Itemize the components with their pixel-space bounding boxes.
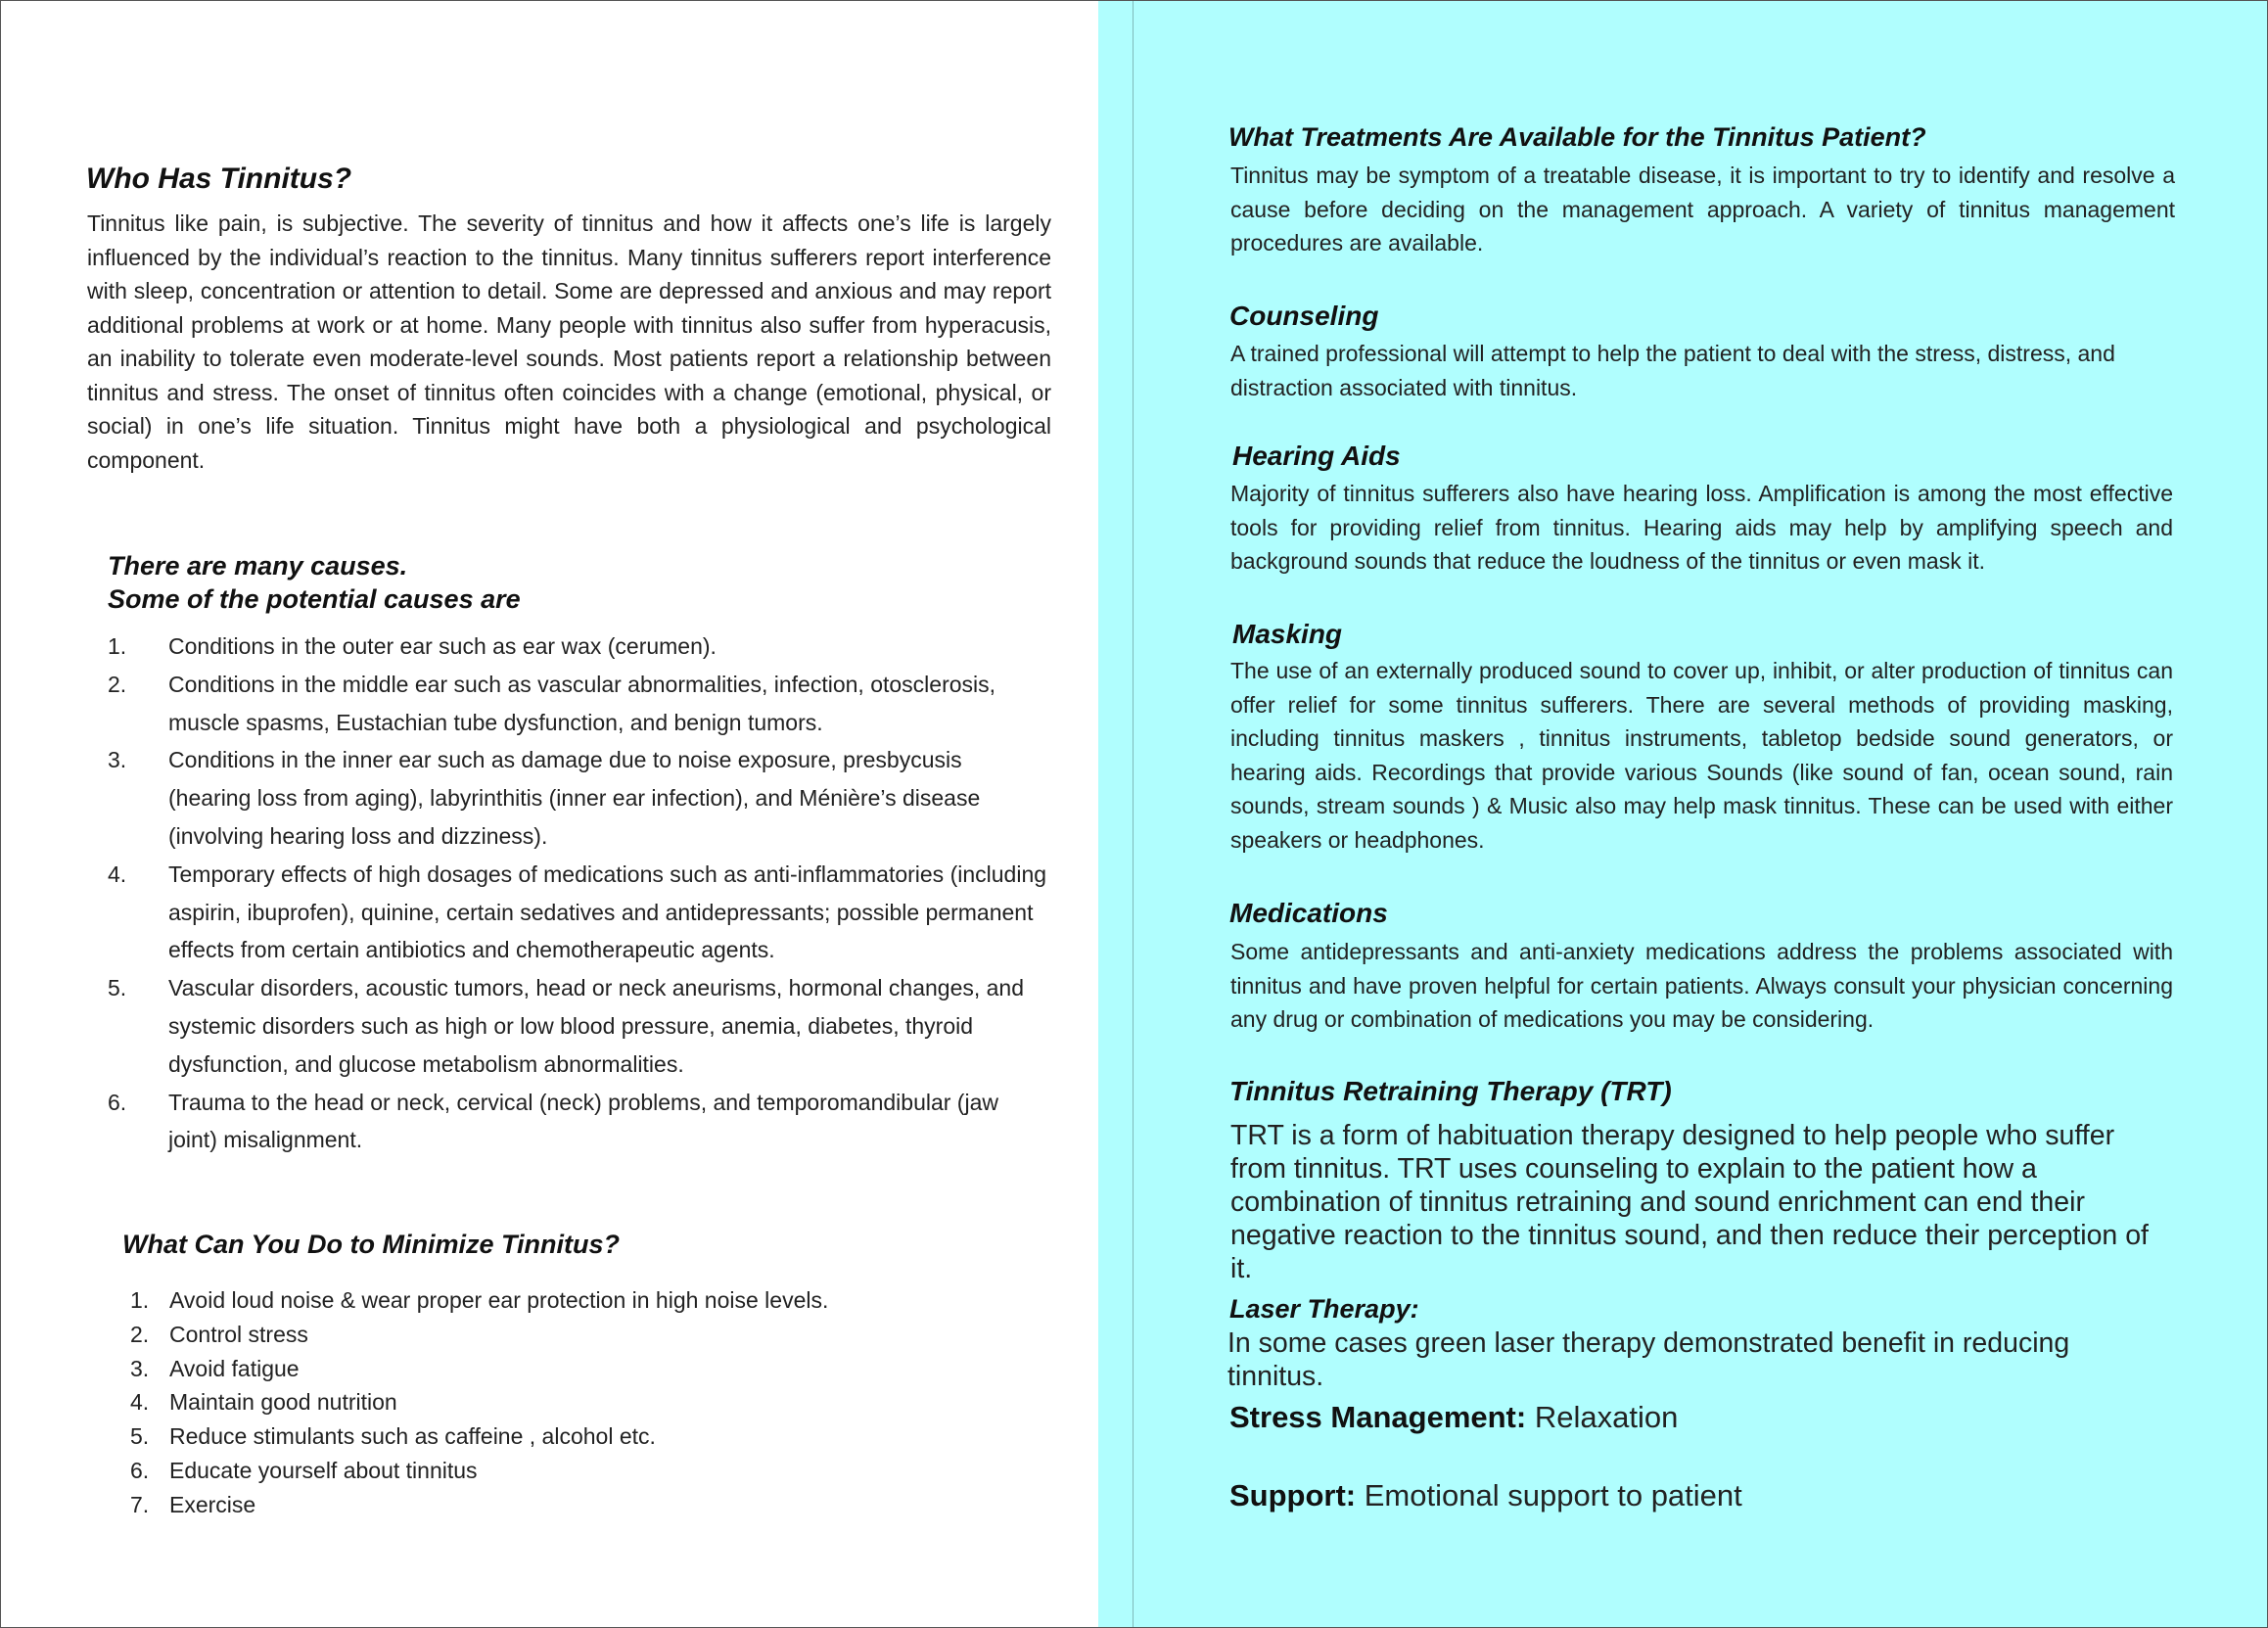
list-number: 2. xyxy=(108,671,127,697)
list-item-text: Vascular disorders, acoustic tumors, head or neck aneurisms, hormonal changes, and systemic disorders such as high or low blood pressure, anemia, diabetes, thyroid dysfunction, and glucose metabolism abnormalities. xyxy=(168,975,1025,1077)
list-item xyxy=(108,666,1047,742)
trt-heading: Tinnitus Retraining Therapy (TRT) xyxy=(1229,1076,1672,1106)
list-item-text: Trauma to the head or neck, cervical (neck) problems, and temporomandibular (jaw joint) misalignment. xyxy=(168,1089,998,1153)
list-item-text: Control stress xyxy=(169,1321,308,1347)
list-number: 1. xyxy=(130,1287,150,1313)
tips-list xyxy=(130,1283,1011,1522)
list-number: 1. xyxy=(108,633,127,659)
list-number: 5. xyxy=(130,1423,150,1450)
list-item-text: Avoid fatigue xyxy=(169,1355,300,1381)
list-number: 2. xyxy=(130,1321,150,1347)
left-panel xyxy=(0,0,1098,1628)
hearing-aids-heading: Hearing Aids xyxy=(1232,441,1401,471)
masking-heading: Masking xyxy=(1232,619,1343,649)
list-item xyxy=(108,856,1047,969)
support-line xyxy=(1229,1478,1742,1513)
list-number: 3. xyxy=(108,747,127,773)
counseling-paragraph: A trained professional will attempt to help the patient to deal with the stress, distress, and distraction associated with tinnitus. xyxy=(1230,341,2115,400)
list-number: 5. xyxy=(108,975,127,1001)
stress-management-label: Stress Management: xyxy=(1229,1400,1527,1434)
list-item xyxy=(130,1385,1011,1419)
list-number: 4. xyxy=(108,861,127,887)
list-number: 4. xyxy=(130,1389,150,1416)
list-item xyxy=(108,1084,1047,1160)
masking-paragraph: The use of an externally produced sound to cover up, inhibit, or alter production of tinnitus can offer relief for some tinnitus sufferers. There are several methods of providing masking, including tinnitus maskers , tinnitus instruments, tabletop bedside sound generators, or hearing aids. Recordings that provide various Sounds (like sound of fan, ocean sound, rain sounds, stream sounds ) & Music also may help mask tinnitus. These can be used with either speakers or headphones. xyxy=(1230,658,2173,853)
support-label: Support: xyxy=(1229,1478,1357,1512)
who-has-tinnitus-heading: Who Has Tinnitus? xyxy=(86,163,352,195)
list-item-text: Reduce stimulants such as caffeine , alcohol etc. xyxy=(169,1423,656,1450)
list-item-text: Conditions in the outer ear such as ear wax (cerumen). xyxy=(168,633,717,659)
causes-heading-line-2: Some of the potential causes are xyxy=(108,584,521,614)
list-item-text: Temporary effects of high dosages of medications such as anti-inflammatories (including aspirin, ibuprofen), quinine, certain sedatives and antidepressants; possible permanent effects from certain antibiotics and chemotherapeutic agents. xyxy=(168,861,1047,963)
list-number: 6. xyxy=(130,1457,150,1483)
stress-management-line xyxy=(1229,1400,1678,1435)
treatments-heading: What Treatments Are Available for the Tinnitus Patient? xyxy=(1228,122,1926,152)
list-item-text: Conditions in the middle ear such as vascular abnormalities, infection, otosclerosis, muscle spasms, Eustachian tube dysfunction, and benign tumors. xyxy=(168,671,996,735)
list-number: 7. xyxy=(130,1491,150,1517)
list-item xyxy=(130,1352,1011,1386)
list-number: 6. xyxy=(108,1089,127,1115)
list-item-text: Educate yourself about tinnitus xyxy=(169,1457,478,1483)
laser-therapy-heading: Laser Therapy: xyxy=(1229,1294,1419,1324)
list-item xyxy=(130,1488,1011,1522)
list-item-text: Conditions in the inner ear such as damage due to noise exposure, presbycusis (hearing loss from aging), labyrinthitis (inner ear infection), and Ménière’s disease (involving hearing loss and dizziness). xyxy=(168,747,981,849)
list-number: 3. xyxy=(130,1355,150,1381)
list-item xyxy=(108,741,1047,855)
who-has-tinnitus-paragraph: Tinnitus like pain, is subjective. The severity of tinnitus and how it affects one’s life is largely influenced by the individual’s reaction to the tinnitus. Many tinnitus sufferers report interference with sleep, concentration or attention to detail. Some are depressed and anxious and may report additional problems at work or at home. Many people with tinnitus also suffer from hyperacusis, an inability to tolerate even moderate-level sounds. Most patients report a relationship between tinnitus and stress. The onset of tinnitus often coincides with a change (emotional, physical, or social) in one’s life situation. Tinnitus might have both a physiological and psychological component. xyxy=(87,210,1051,473)
minimize-tinnitus-heading: What Can You Do to Minimize Tinnitus? xyxy=(122,1230,620,1259)
medications-heading: Medications xyxy=(1229,898,1388,928)
list-item-text: Maintain good nutrition xyxy=(169,1389,397,1416)
hearing-aids-paragraph: Majority of tinnitus sufferers also have hearing loss. Amplification is among the most effective tools for providing relief from tinnitus. Hearing aids may help by amplifying speech and background sounds that reduce the loudness of the tinnitus or even mask it. xyxy=(1230,481,2173,574)
counseling-heading: Counseling xyxy=(1229,301,1379,331)
list-item xyxy=(130,1419,1011,1454)
causes-list xyxy=(108,628,1047,1159)
treatments-paragraph: Tinnitus may be symptom of a treatable disease, it is important to try to identify and resolve a cause before deciding on the management approach. A variety of tinnitus management procedures are available. xyxy=(1230,163,2175,256)
list-item xyxy=(108,969,1047,1083)
trt-paragraph: TRT is a form of habituation therapy designed to help people who suffer from tinnitus. TRT uses counseling to explain to the patient how a combination of tinnitus retraining and sound enrichment can end their negative reaction to the tinnitus sound, and then reduce their perception of it. xyxy=(1230,1120,2149,1284)
list-item-text: Avoid loud noise & wear proper ear protection in high noise levels. xyxy=(169,1287,829,1313)
page-fold-divider xyxy=(1133,0,1134,1628)
list-item xyxy=(130,1283,1011,1318)
support-text: Emotional support to patient xyxy=(1356,1478,1742,1512)
causes-heading-line-1: There are many causes. xyxy=(108,551,408,581)
stress-management-text: Relaxation xyxy=(1526,1400,1679,1434)
medications-paragraph: Some antidepressants and anti-anxiety medications address the problems associated with tinnitus and have proven helpful for certain patients. Always consult your physician concerning any drug or combination of medications you may be considering. xyxy=(1230,939,2173,1032)
list-item-text: Exercise xyxy=(169,1491,256,1517)
list-item xyxy=(130,1454,1011,1488)
laser-therapy-paragraph: In some cases green laser therapy demonstrated benefit in reducing tinnitus. xyxy=(1227,1327,2070,1392)
list-item xyxy=(108,628,1047,666)
list-item xyxy=(130,1318,1011,1352)
